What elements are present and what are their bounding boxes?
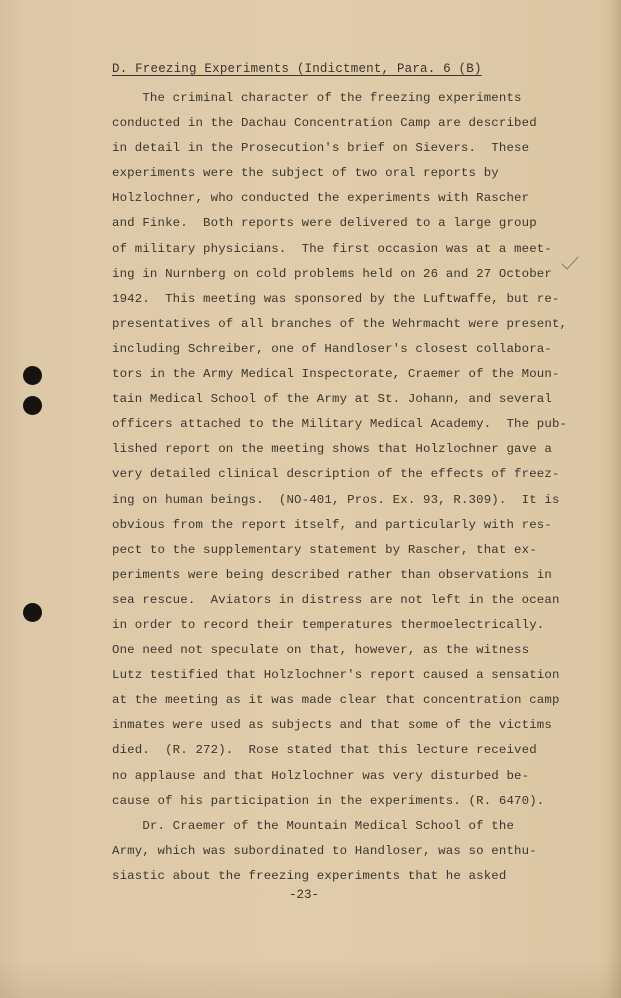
text-line: officers attached to the Military Medical Academy. The pub-	[112, 417, 568, 432]
text-line: siastic about the freezing experiments that he asked	[112, 868, 507, 883]
text-line: presentatives of all branches of the Wehrmacht were present,	[112, 316, 568, 331]
text-line: in order to record their temperatures thermoelectrically.	[112, 617, 545, 632]
paper-bottom-shadow	[0, 958, 621, 998]
text-line: in detail in the Prosecution's brief on Sievers. These	[112, 141, 530, 156]
text-line: of military physicians. The first occasion was at a meet-	[112, 241, 552, 256]
text-line: The criminal character of the freezing experiments	[112, 91, 522, 105]
text-line: cause of his participation in the experiments. (R. 6470).	[112, 793, 545, 808]
punch-hole	[23, 603, 42, 622]
text-line: and Finke. Both reports were delivered to a large group	[112, 216, 537, 231]
text-line: obvious from the report itself, and particularly with res-	[112, 517, 552, 532]
text-line: ing in Nurnberg on cold problems held on 26 and 27 October	[112, 266, 552, 281]
page-number: -23-	[289, 888, 320, 902]
text-line: no applause and that Holzlochner was very disturbed be-	[112, 768, 530, 783]
text-line: Lutz testified that Holzlochner's report caused a sensation	[112, 668, 560, 683]
body-text	[112, 86, 568, 889]
text-line: at the meeting as it was made clear that concentration camp	[112, 693, 560, 708]
text-line: pect to the supplementary statement by Rascher, that ex-	[112, 542, 537, 557]
text-line: lished report on the meeting shows that Holzlochner gave a	[112, 442, 552, 457]
text-line: One need not speculate on that, however, as the witness	[112, 643, 530, 658]
text-line: periments were being described rather than observations in	[112, 567, 552, 582]
section-heading: D. Freezing Experiments (Indictment, Para. 6 (B)	[112, 62, 482, 76]
text-line: ing on human beings. (NO-401, Pros. Ex. 93, R.309). It is	[112, 492, 560, 507]
text-line: sea rescue. Aviators in distress are not left in the ocean	[112, 592, 560, 607]
text-line: very detailed clinical description of the effects of freez-	[112, 467, 560, 482]
text-line: Army, which was subordinated to Handloser, was so enthu-	[112, 843, 537, 858]
punch-hole	[23, 366, 42, 385]
text-line: experiments were the subject of two oral reports by	[112, 166, 499, 181]
text-line: Holzlochner, who conducted the experiments with Rascher	[112, 191, 530, 206]
text-line: tain Medical School of the Army at St. Johann, and several	[112, 392, 552, 407]
text-line: Dr. Craemer of the Mountain Medical School of the	[112, 818, 515, 833]
text-line: conducted in the Dachau Concentration Camp are described	[112, 116, 537, 131]
paper-edge-shadow	[607, 0, 621, 998]
text-line: died. (R. 272). Rose stated that this lecture received	[112, 743, 537, 758]
punch-hole	[23, 396, 42, 415]
text-line: inmates were used as subjects and that some of the victims	[112, 718, 552, 733]
text-line: 1942. This meeting was sponsored by the Luftwaffe, but re-	[112, 291, 560, 306]
text-line: tors in the Army Medical Inspectorate, Craemer of the Moun-	[112, 367, 560, 382]
text-line: including Schreiber, one of Handloser's closest collabora-	[112, 341, 552, 356]
